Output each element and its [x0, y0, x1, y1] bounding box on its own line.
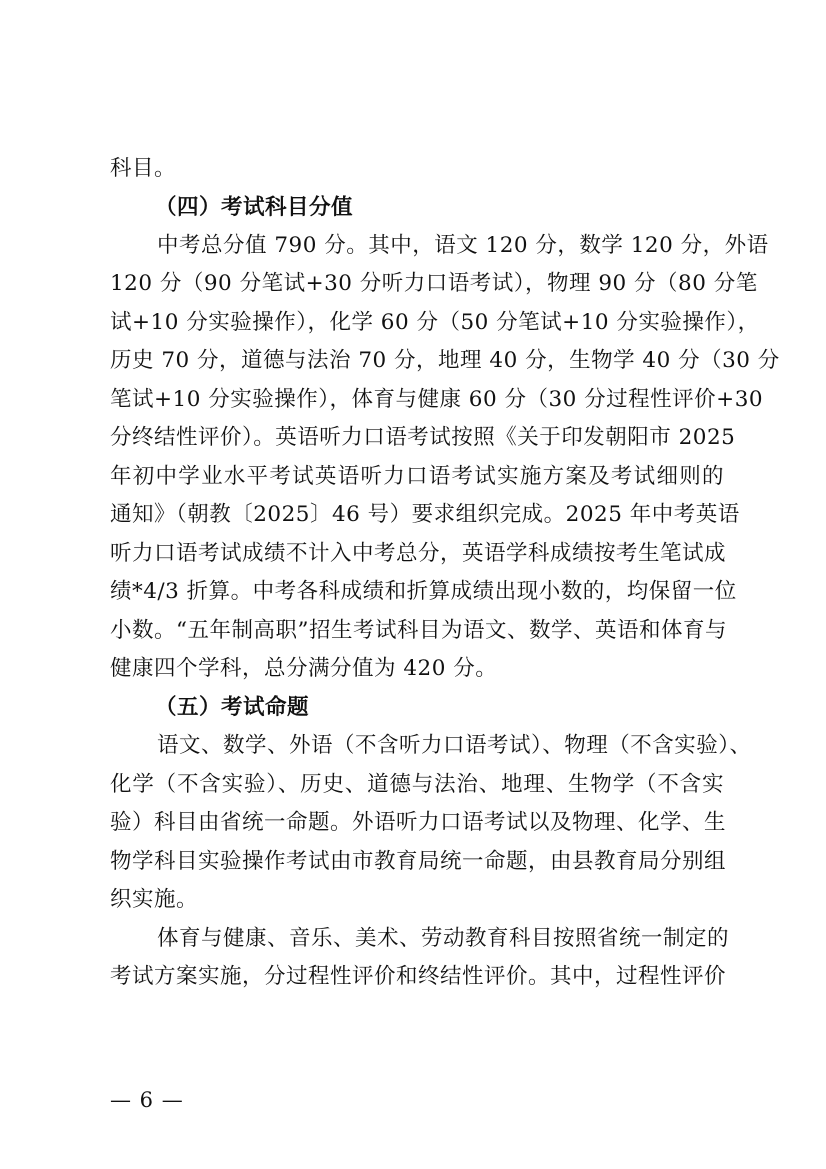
- section-5-paragraph-1-line-1: 语文、数学、外语（不含听力口语考试）、物理（不含实验）、: [157, 733, 752, 758]
- section-4-line-6: 分终结性评价）。英语听力口语考试按照《关于印发朝阳市 2025: [110, 425, 736, 450]
- paragraph-continuation-line: 科目。: [110, 156, 177, 181]
- section-4-line-3: 试+10 分实验操作），化学 60 分（50 分笔试+10 分实验操作），: [110, 310, 760, 335]
- section-5-paragraph-2-line-2: 考试方案实施，分过程性评价和终结性评价。其中，过程性评价: [110, 964, 727, 989]
- section-5-paragraph-1-line-3: 验）科目由省统一命题。外语听力口语考试以及物理、化学、生: [110, 810, 727, 835]
- section-5-heading: （五）考试命题: [155, 695, 310, 720]
- section-4-line-9: 听力口语考试成绩不计入中考总分，英语学科成绩按考生笔试成: [110, 541, 727, 566]
- section-5-paragraph-1-line-2: 化学（不含实验）、历史、道德与法治、地理、生物学（不含实: [110, 772, 724, 797]
- section-4-line-4: 历史 70 分，道德与法治 70 分，地理 40 分，生物学 40 分（30 分: [110, 348, 780, 373]
- page-number: — 6 —: [110, 1088, 184, 1112]
- section-4-line-11: 小数。“五年制高职”招生考试科目为语文、数学、英语和体育与: [110, 618, 727, 643]
- section-4-line-1: 中考总分值 790 分。其中，语文 120 分，数学 120 分，外语: [157, 233, 769, 258]
- section-5-paragraph-1-line-5: 织实施。: [110, 887, 199, 912]
- section-4-line-12: 健康四个学科，总分满分值为 420 分。: [110, 656, 498, 681]
- section-5-paragraph-1-line-4: 物学科目实验操作考试由市教育局统一命题，由县教育局分别组: [110, 849, 727, 874]
- section-4-line-10: 绩*4/3 折算。中考各科成绩和折算成绩出现小数的，均保留一位: [110, 579, 737, 604]
- section-4-line-2: 120 分（90 分笔试+30 分听力口语考试），物理 90 分（80 分笔: [110, 271, 758, 296]
- section-4-line-8: 通知》（朝教〔2025〕46 号）要求组织完成。2025 年中考英语: [110, 502, 740, 527]
- section-5-paragraph-2-line-1: 体育与健康、音乐、美术、劳动教育科目按照省统一制定的: [157, 926, 730, 951]
- section-4-heading: （四）考试科目分值: [155, 195, 354, 220]
- section-4-line-5: 笔试+10 分实验操作），体育与健康 60 分（30 分过程性评价+30: [110, 387, 764, 412]
- section-4-line-7: 年初中学业水平考试英语听力口语考试实施方案及考试细则的: [110, 464, 724, 489]
